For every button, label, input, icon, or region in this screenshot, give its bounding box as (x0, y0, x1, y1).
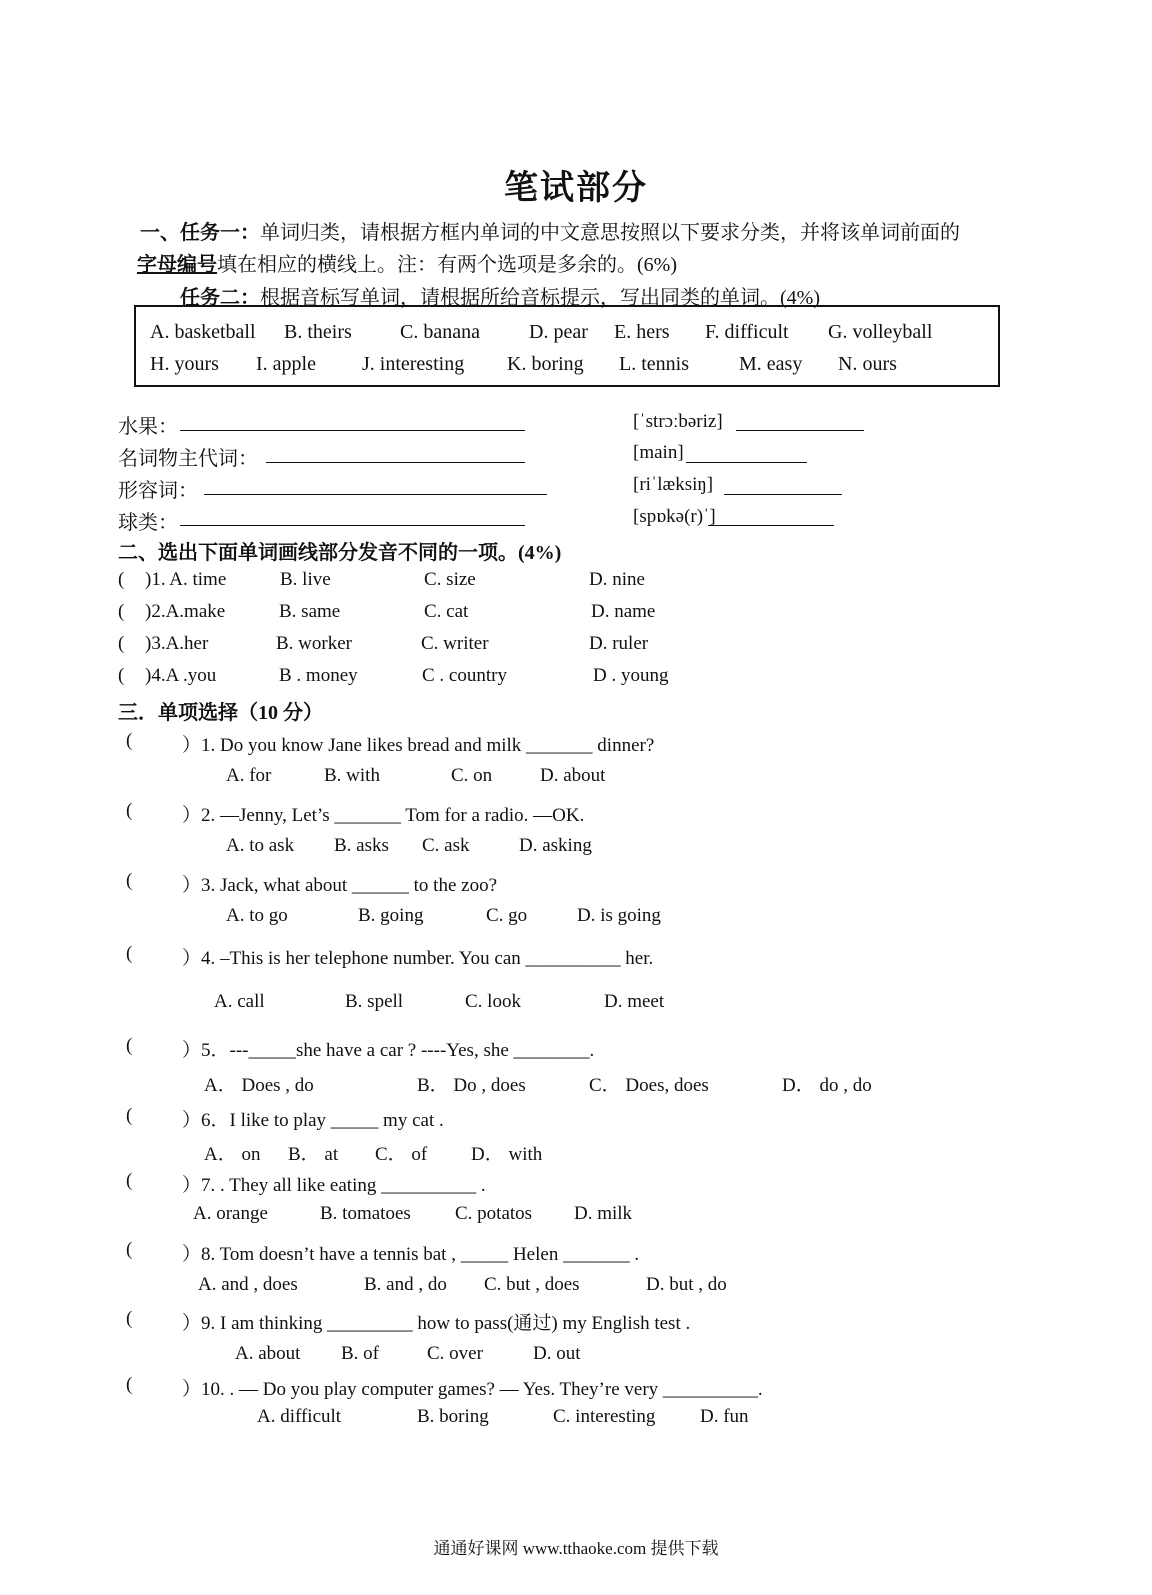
word-K: K. boring (507, 353, 584, 375)
q8-option-d: D. but , do (646, 1274, 727, 1295)
task1-label: 一、任务一： (140, 222, 260, 244)
word-N: N. ours (838, 353, 897, 375)
answer-line-phonetic-1[interactable] (736, 430, 864, 431)
word-H: H. yours (150, 353, 219, 375)
s2-q3-a: )3.A.her (145, 633, 209, 654)
answer-paren[interactable]: ( (126, 730, 133, 751)
q2-option-c: C. ask (422, 835, 470, 856)
q6-option-d: D． with (471, 1144, 543, 1165)
q2-option-a: A. to ask (226, 835, 295, 856)
q6-option-a: A． on (204, 1144, 261, 1165)
phonetic-1: [ˈstrɔːbəriz] (633, 411, 723, 432)
q8-option-b: B. and , do (364, 1274, 447, 1295)
task1-emphasis: 字母编号 (137, 254, 217, 276)
task1-line (140, 216, 960, 245)
q8-option-c: C. but , does (484, 1274, 580, 1295)
answer-paren[interactable]: ( (126, 1239, 133, 1260)
q6-option-c: C． of (375, 1144, 428, 1165)
answer-paren[interactable]: ( (126, 1105, 133, 1126)
question-2: ）2. —Jenny, Let’s _______ Tom for a radio. —OK. (182, 805, 585, 826)
s2-q3-c: C. writer (421, 633, 489, 654)
section3-heading: 三．单项选择（10 分） (118, 702, 323, 724)
s2-q3-b: B. worker (276, 633, 352, 654)
q7-option-d: D. milk (574, 1203, 633, 1224)
q7-option-a: A. orange (193, 1203, 268, 1224)
word-A: A. basketball (150, 321, 256, 343)
q1-option-b: B. with (324, 765, 380, 786)
q7-option-c: C. potatos (455, 1203, 533, 1224)
task2-text: 根据音标写单词，请根据所给音标提示，写出同类的单词。(4%) (260, 287, 820, 309)
s2-q4-d: D . young (593, 665, 669, 686)
word-C: C. banana (400, 321, 480, 343)
answer-paren[interactable]: ( (126, 943, 133, 964)
answer-paren[interactable]: ( (126, 870, 133, 891)
page-title: 笔试部分 (504, 170, 648, 207)
question-4: ）4. –This is her telephone number. You can __________ her. (182, 948, 654, 969)
question-9: ）9. I am thinking _________ how to pass(通过) my English test . (182, 1313, 691, 1334)
phonetic-3: [riˈlæksiŋ] (633, 474, 714, 495)
q5-option-d: D． do , do (782, 1075, 872, 1096)
q3-option-a: A. to go (226, 905, 288, 926)
category-adjective: 形容词： (118, 480, 198, 502)
q4-option-b: B. spell (345, 991, 404, 1012)
q1-option-c: C. on (451, 765, 493, 786)
q9-option-d: D. out (533, 1343, 581, 1364)
category-ball: 球类： (118, 512, 178, 534)
question-10: ）10. . — Do you play computer games? — Yes. They’re very __________. (182, 1379, 763, 1400)
q1-option-a: A. for (226, 765, 272, 786)
phonetic-2: [main] (633, 442, 684, 463)
q2-option-d: D. asking (519, 835, 592, 856)
q4-option-a: A. call (214, 991, 265, 1012)
answer-line-fruit[interactable] (180, 430, 525, 431)
word-E: E. hers (614, 321, 670, 343)
q5-option-a: A． Does , do (204, 1075, 314, 1096)
q2-option-b: B. asks (334, 835, 389, 856)
q4-option-d: D. meet (604, 991, 665, 1012)
s2-q4-c: C . country (422, 665, 507, 686)
q7-option-b: B. tomatoes (320, 1203, 411, 1224)
question-6: ）6．I like to play _____ my cat . (182, 1110, 444, 1131)
q5-option-b: B． Do , does (417, 1075, 526, 1096)
answer-line-adjective[interactable] (204, 494, 547, 495)
word-D: D. pear (529, 321, 588, 343)
s2-q1-c: C. size (424, 569, 476, 590)
s2-q2-c: C. cat (424, 601, 469, 622)
q10-option-b: B. boring (417, 1406, 489, 1427)
answer-line-ball[interactable] (180, 525, 525, 526)
s2-paren: ( (118, 601, 125, 622)
s2-q4-b: B . money (279, 665, 358, 686)
word-F: F. difficult (705, 321, 789, 343)
s2-paren: ( (118, 665, 125, 686)
s2-q4-a: )4.A .you (145, 665, 217, 686)
word-J: J. interesting (362, 353, 465, 375)
word-L: L. tennis (619, 353, 689, 375)
q4-option-c: C. look (465, 991, 521, 1012)
word-B: B. theirs (284, 321, 352, 343)
q1-option-d: D. about (540, 765, 606, 786)
answer-line-pronoun[interactable] (266, 462, 525, 463)
q10-option-a: A. difficult (257, 1406, 342, 1427)
answer-paren[interactable]: ( (126, 800, 133, 821)
task1-rest: 填在相应的横线上。注：有两个选项是多余的。(6%) (217, 254, 677, 276)
q6-option-b: B． at (288, 1144, 339, 1165)
s2-q2-b: B. same (279, 601, 341, 622)
answer-paren[interactable]: ( (126, 1374, 133, 1395)
question-7: ）7. . They all like eating __________ . (182, 1175, 486, 1196)
answer-line-phonetic-4[interactable] (708, 525, 834, 526)
word-I: I. apple (256, 353, 316, 375)
footer-text: 通通好课网 www.tthaoke.com 提供下载 (433, 1539, 719, 1558)
q9-option-a: A. about (235, 1343, 301, 1364)
q3-option-d: D. is going (577, 905, 661, 926)
category-fruit: 水果： (118, 416, 178, 438)
q8-option-a: A. and , does (198, 1274, 298, 1295)
s2-paren: ( (118, 633, 125, 654)
section2-heading: 二、选出下面单词画线部分发音不同的一项。(4%) (118, 542, 562, 564)
word-G: G. volleyball (828, 321, 933, 343)
category-pronoun: 名词物主代词： (118, 448, 258, 470)
question-3: ）3. Jack, what about ______ to the zoo? (182, 875, 498, 896)
question-8: ）8. Tom doesn’t have a tennis bat , _____ Helen _______ . (182, 1244, 640, 1265)
s2-q2-a: )2.A.make (145, 601, 226, 622)
task1-text: 单词归类，请根据方框内单词的中文意思按照以下要求分类，并将该单词前面的 (260, 222, 960, 244)
q10-option-c: C. interesting (553, 1406, 656, 1427)
answer-paren[interactable]: ( (126, 1170, 133, 1191)
question-1: ）1. Do you know Jane likes bread and milk _______ dinner? (182, 735, 655, 756)
answer-paren[interactable]: ( (126, 1308, 133, 1329)
s2-q3-d: D. ruler (589, 633, 649, 654)
question-5: ）5．---_____she have a car ? ----Yes, she ________. (182, 1040, 595, 1061)
answer-paren[interactable]: ( (126, 1035, 133, 1056)
q5-option-c: C． Does, does (589, 1075, 709, 1096)
s2-q2-d: D. name (591, 601, 656, 622)
s2-q1-b: B. live (280, 569, 331, 590)
q9-option-c: C. over (427, 1343, 483, 1364)
q3-option-b: B. going (358, 905, 424, 926)
q3-option-c: C. go (486, 905, 528, 926)
answer-line-phonetic-3[interactable] (724, 494, 842, 495)
s2-paren: ( (118, 569, 125, 590)
s2-q1-a: )1. A. time (145, 569, 227, 590)
q10-option-d: D. fun (700, 1406, 749, 1427)
task2-label: 任务二： (180, 287, 260, 309)
q9-option-b: B. of (341, 1343, 379, 1364)
answer-line-phonetic-2[interactable] (686, 462, 807, 463)
word-M: M. easy (739, 353, 803, 375)
phonetic-4: [spɒkə(r)ˈ] (633, 506, 716, 527)
task1-line2 (137, 248, 677, 277)
s2-q1-d: D. nine (589, 569, 645, 590)
